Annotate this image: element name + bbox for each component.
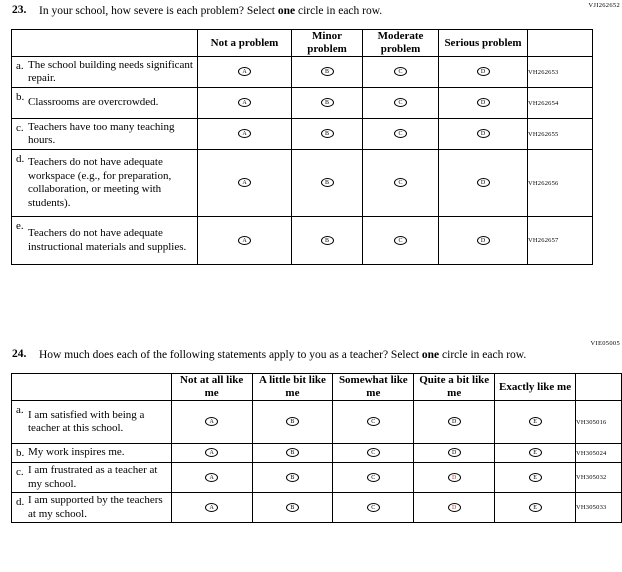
radio-option[interactable] xyxy=(171,463,252,493)
radio-option[interactable] xyxy=(171,493,252,523)
radio-option[interactable] xyxy=(333,463,414,493)
radio-option[interactable] xyxy=(414,493,495,523)
bubble-not-at-all-like-me[interactable]: A xyxy=(205,417,218,426)
bubble-exactly-like-me[interactable]: E xyxy=(529,417,542,426)
bubble-quite-a-bit-like-me[interactable]: D xyxy=(448,473,461,482)
response-grid-23 xyxy=(11,29,593,265)
row-id-code: VH305024 xyxy=(575,444,621,463)
header-corner xyxy=(12,30,198,57)
question-text-pre: In your school, how severe is each problem? Select xyxy=(39,5,278,17)
bubble-serious-problem[interactable]: D xyxy=(477,236,490,245)
row-text: Classrooms are overcrowded. xyxy=(28,96,159,109)
row-letter: e. xyxy=(16,220,24,232)
column-header: Exactly like me xyxy=(495,374,576,401)
row-id-code: VH305016 xyxy=(575,401,621,444)
bubble-serious-problem[interactable]: D xyxy=(477,129,490,138)
radio-option[interactable] xyxy=(363,57,439,88)
column-header: Not a problem xyxy=(198,30,292,57)
table-header-row xyxy=(12,374,622,401)
table-row xyxy=(12,463,622,493)
header-corner xyxy=(12,374,172,401)
table-row xyxy=(12,217,593,265)
row-id-code: VH262653 xyxy=(528,57,593,88)
question-id-code: VJI262652 xyxy=(588,2,620,9)
radio-option[interactable] xyxy=(495,463,576,493)
table-row xyxy=(12,119,593,150)
bubble-quite-a-bit-like-me[interactable]: D xyxy=(448,417,461,426)
radio-option[interactable] xyxy=(439,88,528,119)
table-row xyxy=(12,401,622,444)
radio-option[interactable] xyxy=(495,493,576,523)
row-text: I am frustrated as a teacher at my school. xyxy=(28,464,158,490)
row-text: Teachers do not have adequate instructional materials and supplies. xyxy=(28,227,187,253)
column-header: A little bit like me xyxy=(252,374,333,401)
question-text-emphasis: one xyxy=(421,349,440,361)
bubble-not-a-problem[interactable]: A xyxy=(238,129,251,138)
radio-option[interactable] xyxy=(252,401,333,444)
bubble-minor-problem[interactable]: B xyxy=(321,98,334,107)
row-id-code: VH262656 xyxy=(528,150,593,217)
bubble-quite-a-bit-like-me[interactable]: D xyxy=(448,448,461,457)
radio-option[interactable] xyxy=(439,150,528,217)
bubble-exactly-like-me[interactable]: E xyxy=(529,473,542,482)
row-stem xyxy=(12,119,198,150)
radio-option[interactable] xyxy=(363,217,439,265)
bubble-minor-problem[interactable]: B xyxy=(321,67,334,76)
question-number: 23. xyxy=(12,4,27,16)
table-row xyxy=(12,88,593,119)
radio-option[interactable] xyxy=(292,119,363,150)
bubble-exactly-like-me[interactable]: E xyxy=(529,503,542,512)
bubble-a-little-bit-like-me[interactable]: B xyxy=(286,448,299,457)
row-stem xyxy=(12,88,198,119)
radio-option[interactable] xyxy=(292,217,363,265)
radio-option[interactable] xyxy=(333,444,414,463)
radio-option[interactable] xyxy=(333,493,414,523)
row-stem xyxy=(12,463,172,493)
column-header: Serious problem xyxy=(439,30,528,57)
question-header xyxy=(0,348,622,364)
radio-option[interactable] xyxy=(198,57,292,88)
row-letter: a. xyxy=(16,60,24,72)
row-stem xyxy=(12,444,172,463)
bubble-not-a-problem[interactable]: A xyxy=(238,236,251,245)
radio-option[interactable] xyxy=(171,444,252,463)
bubble-serious-problem[interactable]: D xyxy=(477,178,490,187)
question-text-post: circle in each row. xyxy=(295,5,383,17)
row-id-code: VH305033 xyxy=(575,493,621,523)
radio-option[interactable] xyxy=(439,119,528,150)
radio-option[interactable] xyxy=(292,57,363,88)
header-code-corner xyxy=(575,374,621,401)
table-row xyxy=(12,444,622,463)
row-id-code: VH305032 xyxy=(575,463,621,493)
table-header-row xyxy=(12,30,593,57)
column-header: Minor problem xyxy=(292,30,363,57)
radio-option[interactable] xyxy=(363,88,439,119)
question-block-23 xyxy=(0,4,622,265)
radio-option[interactable] xyxy=(252,463,333,493)
row-letter: b. xyxy=(16,447,25,459)
radio-option[interactable] xyxy=(252,493,333,523)
header-code-corner xyxy=(528,30,593,57)
table-row xyxy=(12,150,593,217)
question-block-24 xyxy=(0,340,622,523)
row-text: I am supported by the teachers at my school. xyxy=(28,494,163,520)
column-header: Not at all like me xyxy=(171,374,252,401)
bubble-somewhat-like-me[interactable]: C xyxy=(367,417,380,426)
radio-option[interactable] xyxy=(198,119,292,150)
question-header xyxy=(0,4,622,20)
bubble-not-at-all-like-me[interactable]: A xyxy=(205,473,218,482)
radio-option[interactable] xyxy=(292,88,363,119)
row-stem xyxy=(12,493,172,523)
bubble-moderate-problem[interactable]: C xyxy=(394,236,407,245)
row-stem xyxy=(12,57,198,88)
bubble-moderate-problem[interactable]: C xyxy=(394,67,407,76)
bubble-somewhat-like-me[interactable]: C xyxy=(367,473,380,482)
radio-option[interactable] xyxy=(363,119,439,150)
bubble-exactly-like-me[interactable]: E xyxy=(529,448,542,457)
row-stem xyxy=(12,217,198,265)
column-header: Moderate problem xyxy=(363,30,439,57)
row-text: My work inspires me. xyxy=(28,446,125,459)
radio-option[interactable] xyxy=(439,217,528,265)
radio-option[interactable] xyxy=(363,150,439,217)
row-id-code: VH262654 xyxy=(528,88,593,119)
question-text-pre: How much does each of the following statements apply to you as a teacher? Select xyxy=(39,349,422,361)
radio-option[interactable] xyxy=(333,401,414,444)
bubble-not-a-problem[interactable]: A xyxy=(238,67,251,76)
bubble-somewhat-like-me[interactable]: C xyxy=(367,448,380,457)
row-letter: c. xyxy=(16,122,24,134)
bubble-not-a-problem[interactable]: A xyxy=(238,98,251,107)
row-id-code: VH262655 xyxy=(528,119,593,150)
row-letter: a. xyxy=(16,404,24,416)
bubble-moderate-problem[interactable]: C xyxy=(394,129,407,138)
bubble-somewhat-like-me[interactable]: C xyxy=(367,503,380,512)
bubble-not-at-all-like-me[interactable]: A xyxy=(205,503,218,512)
radio-option[interactable] xyxy=(495,444,576,463)
radio-option[interactable] xyxy=(198,217,292,265)
bubble-minor-problem[interactable]: B xyxy=(321,178,334,187)
question-text-emphasis: one xyxy=(277,5,296,17)
row-text: Teachers have too many teaching hours. xyxy=(28,120,175,146)
radio-option[interactable] xyxy=(292,150,363,217)
bubble-minor-problem[interactable]: B xyxy=(321,236,334,245)
row-letter: c. xyxy=(16,466,24,478)
table-row xyxy=(12,57,593,88)
row-letter: b. xyxy=(16,91,25,103)
bubble-not-at-all-like-me[interactable]: A xyxy=(205,448,218,457)
row-text: Teachers do not have adequate workspace (e.g., for preparation, collaboration, or meeting with students). xyxy=(28,156,172,209)
bubble-quite-a-bit-like-me[interactable]: D xyxy=(448,503,461,512)
radio-option[interactable] xyxy=(439,57,528,88)
bubble-a-little-bit-like-me[interactable]: B xyxy=(286,473,299,482)
row-id-code: VH262657 xyxy=(528,217,593,265)
row-stem xyxy=(12,150,198,217)
radio-option[interactable] xyxy=(252,444,333,463)
question-number: 24. xyxy=(12,348,27,360)
radio-option[interactable] xyxy=(414,401,495,444)
radio-option[interactable] xyxy=(414,463,495,493)
row-text: The school building needs significant repair. xyxy=(28,58,193,84)
radio-option[interactable] xyxy=(198,150,292,217)
column-header: Quite a bit like me xyxy=(414,374,495,401)
bubble-not-a-problem[interactable]: A xyxy=(238,178,251,187)
bubble-moderate-problem[interactable]: C xyxy=(394,98,407,107)
row-stem xyxy=(12,401,172,444)
radio-option[interactable] xyxy=(198,88,292,119)
row-letter: d. xyxy=(16,496,25,508)
bubble-a-little-bit-like-me[interactable]: B xyxy=(286,417,299,426)
question-id-code: VIE05005 xyxy=(590,340,620,347)
bubble-serious-problem[interactable]: D xyxy=(477,67,490,76)
radio-option[interactable] xyxy=(414,444,495,463)
bubble-minor-problem[interactable]: B xyxy=(321,129,334,138)
bubble-moderate-problem[interactable]: C xyxy=(394,178,407,187)
question-text-post: circle in each row. xyxy=(439,349,527,361)
table-row xyxy=(12,493,622,523)
question-text xyxy=(39,348,562,362)
row-text: I am satisfied with being a teacher at this school. xyxy=(28,408,145,434)
bubble-a-little-bit-like-me[interactable]: B xyxy=(286,503,299,512)
response-grid-24 xyxy=(11,373,622,523)
bubble-serious-problem[interactable]: D xyxy=(477,98,490,107)
column-header: Somewhat like me xyxy=(333,374,414,401)
radio-option[interactable] xyxy=(495,401,576,444)
radio-option[interactable] xyxy=(171,401,252,444)
question-text xyxy=(39,4,562,18)
row-letter: d. xyxy=(16,153,25,165)
